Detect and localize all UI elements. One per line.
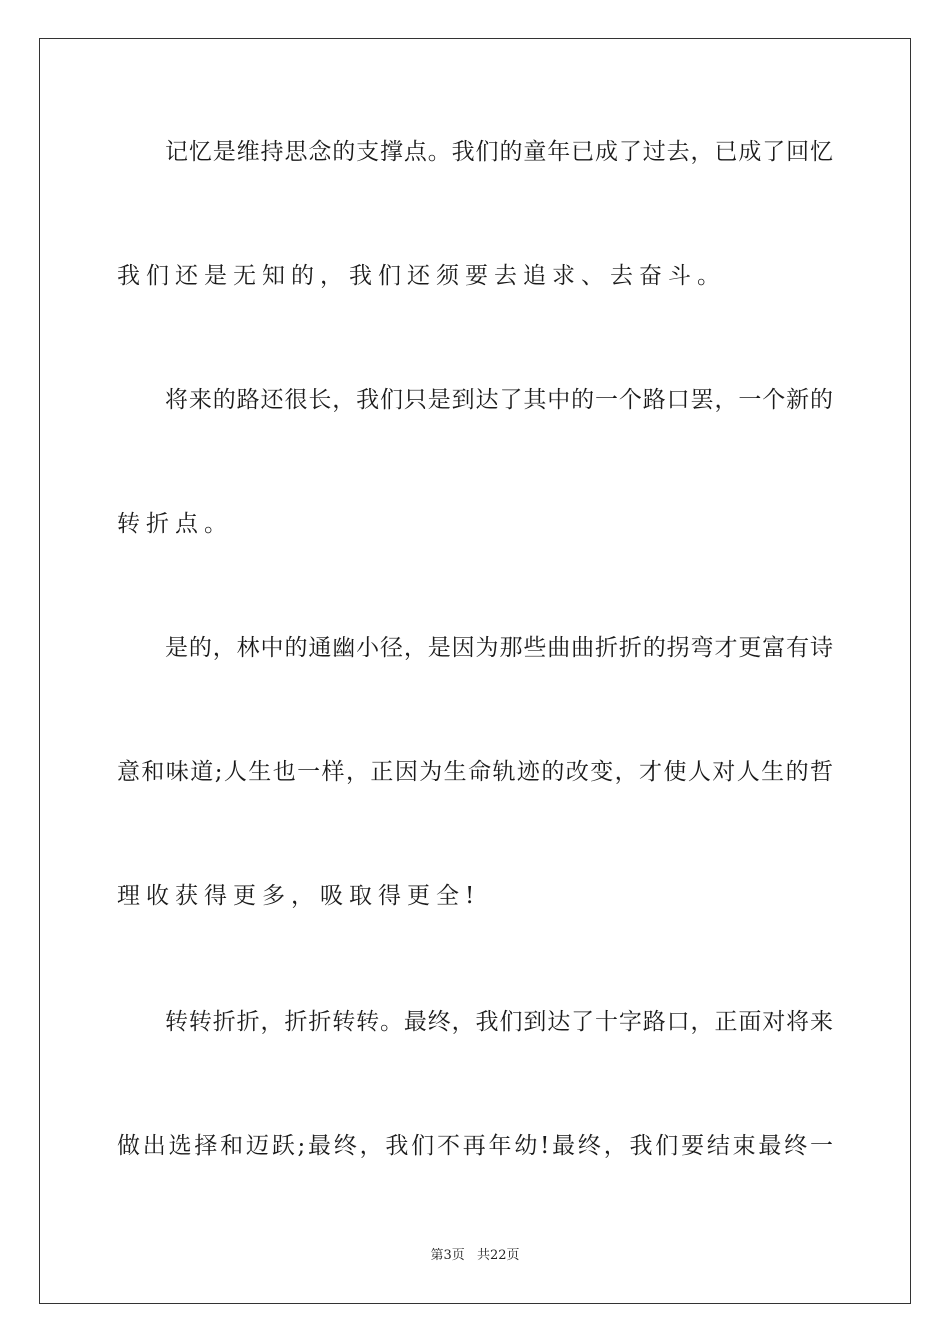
page-footer: [0, 1247, 950, 1265]
text-line-7: 理收获得更多，吸取得更全!: [117, 883, 481, 909]
text-line-9: 做出选择和迈跃;最终，我们不再年幼!最终，我们要结束最终一: [117, 1133, 833, 1159]
text-line-4: 转折点。: [117, 511, 233, 537]
page-frame: [39, 38, 911, 1304]
text-line-2: 我们还是无知的，我们还须要去追求、去奋斗。: [117, 263, 726, 289]
text-line-8: 转转折折，折折转转。最终，我们到达了十字路口，正面对将来: [165, 1009, 833, 1035]
text-line-1: 记忆是维持思念的支撑点。我们的童年已成了过去，已成了回忆: [165, 139, 833, 165]
page-total: 共22页: [476, 1248, 520, 1263]
page-number: 第3页: [430, 1248, 465, 1263]
text-line-3: 将来的路还很长，我们只是到达了其中的一个路口罢，一个新的: [165, 387, 833, 413]
text-line-6: 意和味道;人生也一样，正因为生命轨迹的改变，才使人对人生的哲: [117, 759, 833, 785]
text-line-5: 是的，林中的通幽小径，是因为那些曲曲折折的拐弯才更富有诗: [165, 635, 833, 661]
